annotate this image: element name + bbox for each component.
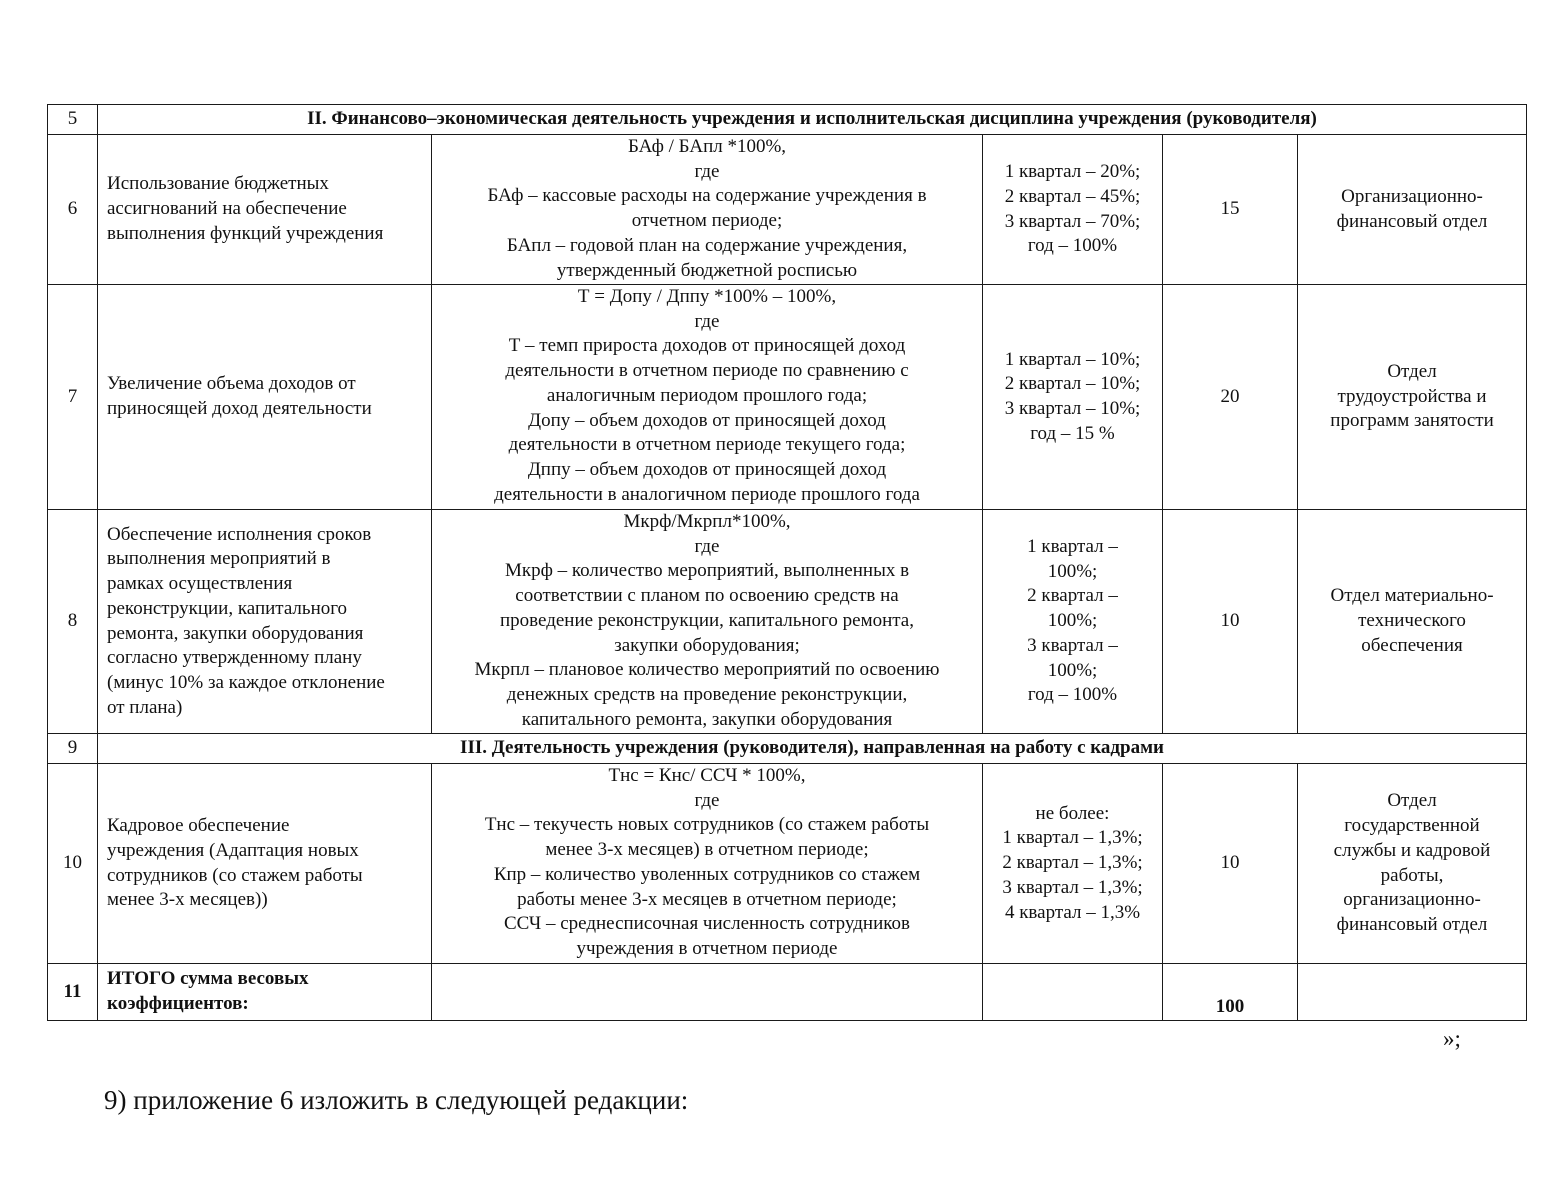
text-line: Т = Допу / Дппу *100% – 100%, [577,286,837,307]
text-line: отчетном периоде; [631,210,783,232]
target-values [983,510,1163,734]
row-number: 5 [48,105,98,135]
responsible-department [1298,135,1527,285]
text-line: Использование бюджетных [107,173,329,195]
text-line: капитального ремонта, закупки оборудования [521,708,893,730]
text-line: Тнс – текучесть новых сотрудников (со стажем работы [484,814,930,836]
section-heading: II. Финансово–экономическая деятельность учреждения и исполнительская дисциплина учреждения (руководителя) [98,105,1527,135]
indicator-name [98,764,432,964]
text-line: 2 квартал – [1027,585,1118,607]
indicator-name [98,135,432,285]
text-line: Т – темп прироста доходов от приносящей доход [508,335,906,357]
row-number: 10 [48,764,98,964]
closing-quote-mark: »; [1443,1026,1461,1051]
text-line: Дппу – объем доходов от приносящей доход [527,458,887,480]
text-line: Кпр – количество уволенных сотрудников со стажем [493,863,921,885]
text-line: менее 3-х месяцев)) [107,889,268,911]
responsible-department [1298,510,1527,734]
text-line: 3 квартал – 10%; [1004,398,1141,419]
text-line: 3 квартал – [1027,634,1118,656]
calculation-formula [432,135,983,285]
text-line: год – 15 % [1030,422,1115,444]
text-line: приносящей доход деятельности [107,398,372,419]
text-line: 1 квартал – 1,3%; [1002,827,1143,849]
text-line: реконструкции, капитального [107,597,348,619]
text-line: от плана) [107,696,183,718]
text-line: (минус 10% за каждое отклонение [107,671,385,693]
row-number: 9 [48,734,98,764]
text-line: БАф – кассовые расходы на содержание учреждения в [487,185,927,207]
amendment-item-text: 9) приложение 6 изложить в следующей редакции: [104,1085,689,1115]
table-row [48,135,1527,285]
weight-coefficient: 15 [1163,135,1298,285]
text-line: Кадровое обеспечение [107,815,290,837]
text-line: 100%; [1047,610,1098,632]
responsible-department [1298,285,1527,510]
text-line: работы, [1380,864,1444,886]
weight-coefficient: 20 [1163,285,1298,510]
text-line: 100%; [1047,560,1098,582]
text-line: ремонта, закупки оборудования [107,622,364,644]
row-number: 7 [48,285,98,510]
table-row [48,285,1527,510]
text-line: аналогичным периодом прошлого года; [546,384,868,406]
text-line: БАпл – годовой план на содержание учреждения, [506,234,908,256]
text-line: 100%; [1047,659,1098,681]
table-row [48,510,1527,734]
text-line: менее 3-х месяцев) в отчетном периоде; [545,839,869,861]
text-line: Тнс = Кнс/ ССЧ * 100%, [608,765,806,786]
text-line: деятельности в отчетном периоде по сравнению с [505,360,909,382]
empty-cell [983,964,1163,1021]
text-line: деятельности в отчетном периоде текущего года; [508,434,906,456]
text-line: финансовый отдел [1336,210,1488,232]
total-row [48,964,1527,1021]
text-line: финансовый отдел [1336,913,1488,935]
target-values [983,285,1163,510]
text-line: утвержденный бюджетной росписью [556,259,858,281]
calculation-formula [432,764,983,964]
text-line: технического [1358,610,1466,632]
text-line: Отдел материально- [1330,585,1494,607]
text-line: согласно утвержденному плану [107,647,362,669]
text-line: 2 квартал – 45%; [1004,185,1141,207]
indicator-name [98,285,432,510]
text-line: сотрудников (со стажем работы [107,864,363,886]
empty-cell [432,964,983,1021]
text-line: выполнения мероприятий в [107,548,331,570]
text-line: 1 квартал – 20%; [1004,161,1141,183]
text-line: ИТОГО сумма весовых [107,968,309,990]
text-line: год – 100% [1027,235,1118,257]
text-line: Обеспечение исполнения сроков [107,523,372,545]
text-line: Мкрпл – плановое количество мероприятий по освоению [474,659,940,681]
text-line: Мкрф – количество мероприятий, выполненных в [504,560,910,582]
text-line: трудоустройства и [1337,385,1487,407]
text-line: учреждения в отчетном периоде [576,937,838,959]
empty-cell [1298,964,1527,1021]
text-line: 1 квартал – 10%; [1004,348,1141,370]
row-number: 11 [48,964,98,1021]
text-line: Отдел [1387,360,1437,382]
indicator-name [98,510,432,734]
text-line: выполнения функций учреждения [107,222,384,244]
text-line: денежных средств на проведение реконструкции, [506,683,908,705]
text-line: 3 квартал – 70%; [1004,210,1141,232]
weight-coefficient: 10 [1163,510,1298,734]
text-line: где [694,789,720,811]
text-line: 4 квартал – 1,3% [1004,901,1141,923]
section-row [48,734,1527,764]
row-number: 6 [48,135,98,285]
text-line: государственной [1344,815,1480,837]
section-heading: III. Деятельность учреждения (руководителя), направленная на работу с кадрами [98,734,1527,764]
text-line: Организационно- [1341,185,1483,207]
text-line: 3 квартал – 1,3%; [1002,876,1143,898]
responsible-department [1298,764,1527,964]
text-line: не более: [1035,802,1110,824]
text-line: рамках осуществления [107,573,293,595]
text-line: службы и кадровой [1333,839,1491,861]
text-line: где [694,160,720,182]
section-row [48,105,1527,135]
text-line: 1 квартал – [1027,536,1118,558]
text-line: проведение реконструкции, капитального ремонта, [500,609,914,631]
text-line: учреждения (Адаптация новых [107,839,359,861]
total-label [98,964,432,1021]
text-line: обеспечения [1361,634,1463,656]
total-weight: 100 [1163,964,1298,1021]
text-line: ССЧ – среднесписочная численность сотрудников [504,913,910,935]
text-line: Допу – объем доходов от приносящей доход [528,409,886,431]
target-values [983,135,1163,285]
text-line: Отдел [1387,790,1437,812]
text-line: закупки оборудования; [614,634,800,656]
text-line: Мкрф/Мкрпл*100%, [623,511,791,532]
text-line: 2 квартал – 10%; [1004,373,1141,395]
table-row [48,764,1527,964]
text-line: программ занятости [1330,410,1494,432]
text-line: где [694,310,720,332]
text-line: Увеличение объема доходов от [107,373,356,395]
text-line: БАф / БАпл *100%, [627,136,787,157]
text-line: где [694,535,720,557]
calculation-formula [432,510,983,734]
calculation-formula [432,285,983,510]
row-number: 8 [48,510,98,734]
text-line: 2 квартал – 1,3%; [1002,852,1143,874]
criteria-table [47,104,1527,1021]
text-line: работы менее 3-х месяцев в отчетном периоде; [517,888,897,910]
text-line: деятельности в аналогичном периоде прошлого года [494,483,920,505]
text-line: год – 100% [1027,684,1118,706]
text-line: коэффициентов: [107,993,249,1014]
target-values [983,764,1163,964]
text-line: организационно- [1343,889,1481,911]
weight-coefficient: 10 [1163,764,1298,964]
text-line: ассигнований на обеспечение [107,198,347,220]
text-line: соответствии с планом по освоению средств на [515,585,899,607]
